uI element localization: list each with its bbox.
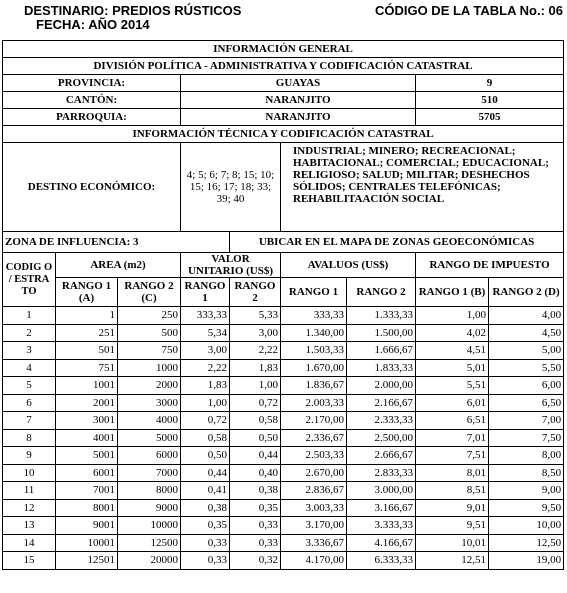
area-rango2-cell: 3000 [118,394,181,412]
area-rango1-cell: 501 [56,342,118,360]
avaluo-rango2-cell: 2.500,00 [347,429,416,447]
impuesto-rango2-cell: 4,00 [489,307,564,325]
valor-header: VALOR UNITARIO (US$) [181,253,281,278]
table-row [3,377,564,395]
area-rango1-header: RANGO 1 (A) [56,278,118,307]
impuesto-rango1-header: RANGO 1 (B) [416,278,489,307]
avaluo-rango2-cell: 2.666,67 [347,447,416,465]
avaluo-rango2-cell: 6.333,33 [347,552,416,570]
document-header [24,4,241,32]
valor-rango2-cell: 1,00 [230,377,281,395]
impuesto-rango1-cell: 5,51 [416,377,489,395]
impuesto-rango2-cell: 9,50 [489,499,564,517]
area-rango1-cell: 1001 [56,377,118,395]
valor-rango1-cell: 0,38 [181,499,230,517]
avaluo-rango2-cell: 3.166,67 [347,499,416,517]
area-rango2-cell: 4000 [118,412,181,430]
area-rango1-cell: 8001 [56,499,118,517]
codigo-cell: 15 [3,552,56,570]
area-rango2-cell: 9000 [118,499,181,517]
avaluo-rango2-cell: 2.833,33 [347,464,416,482]
codigo-cell: 2 [3,324,56,342]
area-rango2-cell: 10000 [118,517,181,535]
table-row [3,359,564,377]
area-rango2-cell: 250 [118,307,181,325]
avaluo-rango1-cell: 1.503,33 [281,342,347,360]
avaluo-rango1-cell: 1.340,00 [281,324,347,342]
avaluo-rango1-cell: 3.336,67 [281,534,347,552]
valor-rango1-cell: 0,33 [181,552,230,570]
destino-description: INDUSTRIAL; MINERO; RECREACIONAL; HABITACIONAL; COMERCIAL; EDUCACIONAL; RELIGIOSO; SALUD; MILITAR; DESHECHOS SÓLIDOS; CENTRALES TELEFÓNICAS; REHABILITAACIÓN SOCIAL [281,143,564,232]
area-rango2-cell: 7000 [118,464,181,482]
catastro-table [2,40,564,570]
destinario-title: DESTINARIO: PREDIOS RÚSTICOS [24,3,242,18]
codigo-cell: 8 [3,429,56,447]
area-rango1-cell: 251 [56,324,118,342]
area-rango1-cell: 5001 [56,447,118,465]
info-general-heading: INFORMACIÓN GENERAL [3,41,564,58]
valor-rango1-cell: 0,58 [181,429,230,447]
impuesto-rango1-cell: 9,51 [416,517,489,535]
canton-code: 510 [416,92,564,109]
canton-value: NARANJITO [181,92,416,109]
table-row [3,517,564,535]
area-rango1-cell: 9001 [56,517,118,535]
avaluo-rango2-cell: 1.666,67 [347,342,416,360]
codigo-cell: 5 [3,377,56,395]
impuesto-rango1-cell: 4,02 [416,324,489,342]
codigo-cell: 4 [3,359,56,377]
area-rango1-cell: 12501 [56,552,118,570]
impuesto-rango1-cell: 5,01 [416,359,489,377]
area-rango1-cell: 1 [56,307,118,325]
tecnica-heading: INFORMACIÓN TÉCNICA Y CODIFICACIÓN CATASTRAL [3,126,564,143]
valor-rango1-cell: 0,33 [181,534,230,552]
valor-rango2-cell: 0,72 [230,394,281,412]
codigo-cell: 9 [3,447,56,465]
codigo-header: CODIG O / ESTRA TO [3,253,56,307]
provincia-label: PROVINCIA: [3,75,181,92]
table-row [3,307,564,325]
avaluo-rango1-cell: 2.336,67 [281,429,347,447]
area-rango2-cell: 5000 [118,429,181,447]
valor-rango2-cell: 5,33 [230,307,281,325]
valor-rango1-cell: 0,44 [181,464,230,482]
area-rango1-cell: 10001 [56,534,118,552]
impuesto-rango2-cell: 8,50 [489,464,564,482]
impuesto-rango1-cell: 10,01 [416,534,489,552]
valor-rango1-cell: 1,83 [181,377,230,395]
valor-rango2-cell: 2,22 [230,342,281,360]
valor-rango2-cell: 0,35 [230,499,281,517]
impuesto-rango2-header: RANGO 2 (D) [489,278,564,307]
impuesto-rango1-cell: 8,01 [416,464,489,482]
valor-rango1-cell: 0,50 [181,447,230,465]
avaluo-rango2-cell: 2.166,67 [347,394,416,412]
provincia-value: GUAYAS [181,75,416,92]
avaluo-rango2-cell: 2.000,00 [347,377,416,395]
avaluos-header: AVALUOS (US$) [281,253,416,278]
fecha-title: FECHA: AÑO 2014 [36,17,150,32]
zona-influencia: ZONA DE INFLUENCIA: 3 [3,232,230,253]
table-row [3,447,564,465]
area-rango2-cell: 2000 [118,377,181,395]
area-rango1-cell: 6001 [56,464,118,482]
valor-rango2-cell: 0,40 [230,464,281,482]
area-rango2-cell: 6000 [118,447,181,465]
impuesto-rango1-cell: 7,51 [416,447,489,465]
codigo-cell: 6 [3,394,56,412]
avaluo-rango2-cell: 4.166,67 [347,534,416,552]
table-row [3,499,564,517]
impuesto-rango2-cell: 5,00 [489,342,564,360]
impuesto-rango1-cell: 6,01 [416,394,489,412]
division-heading: DIVISIÓN POLÍTICA - ADMINISTRATIVA Y CODIFICACIÓN CATASTRAL [3,58,564,75]
impuesto-rango2-cell: 12,50 [489,534,564,552]
avaluo-rango1-cell: 2.003,33 [281,394,347,412]
valor-rango2-cell: 1,83 [230,359,281,377]
codigo-cell: 13 [3,517,56,535]
valor-rango1-cell: 5,34 [181,324,230,342]
impuesto-rango1-cell: 9,01 [416,499,489,517]
ubicar-mapa: UBICAR EN EL MAPA DE ZONAS GEOECONÓMICAS [230,232,564,253]
valor-rango1-cell: 1,00 [181,394,230,412]
table-row [3,324,564,342]
parroquia-code: 5705 [416,109,564,126]
table-row [3,552,564,570]
valor-rango2-cell: 3,00 [230,324,281,342]
impuesto-rango1-cell: 6,51 [416,412,489,430]
impuesto-rango1-cell: 4,51 [416,342,489,360]
table-row [3,482,564,500]
avaluo-rango1-cell: 2.670,00 [281,464,347,482]
codigo-tabla: CÓDIGO DE LA TABLA No.: 06 [374,3,563,18]
impuesto-rango2-cell: 6,00 [489,377,564,395]
impuesto-rango2-cell: 6,50 [489,394,564,412]
area-rango2-cell: 12500 [118,534,181,552]
area-rango2-cell: 750 [118,342,181,360]
avaluo-rango1-cell: 333,33 [281,307,347,325]
impuesto-rango2-cell: 7,00 [489,412,564,430]
parroquia-label: PARROQUIA: [3,109,181,126]
area-rango1-cell: 3001 [56,412,118,430]
data-rows [3,307,564,570]
valor-rango1-cell: 2,22 [181,359,230,377]
avaluo-rango2-cell: 1.833,33 [347,359,416,377]
table-row [3,342,564,360]
impuesto-rango2-cell: 5,50 [489,359,564,377]
avaluo-rango1-cell: 3.170,00 [281,517,347,535]
impuesto-rango1-cell: 7,01 [416,429,489,447]
area-rango2-cell: 500 [118,324,181,342]
avaluo-rango1-cell: 2.503,33 [281,447,347,465]
avaluo-rango1-cell: 2.836,67 [281,482,347,500]
valor-rango1-cell: 0,41 [181,482,230,500]
area-rango2-cell: 8000 [118,482,181,500]
codigo-cell: 14 [3,534,56,552]
codigo-cell: 7 [3,412,56,430]
valor-rango1-cell: 333,33 [181,307,230,325]
canton-label: CANTÓN: [3,92,181,109]
table-row [3,429,564,447]
avaluo-rango2-cell: 1.500,00 [347,324,416,342]
avaluo-rango2-cell: 3.333,33 [347,517,416,535]
valor-rango1-header: RANGO 1 [181,278,230,307]
area-rango2-cell: 1000 [118,359,181,377]
avaluo-rango2-cell: 2.333,33 [347,412,416,430]
valor-rango1-cell: 0,35 [181,517,230,535]
table-row [3,394,564,412]
avaluo-rango1-cell: 1.836,67 [281,377,347,395]
valor-rango2-cell: 0,33 [230,517,281,535]
impuesto-rango2-cell: 4,50 [489,324,564,342]
table-row [3,464,564,482]
impuesto-rango1-cell: 8,51 [416,482,489,500]
impuesto-rango2-cell: 19,00 [489,552,564,570]
rango-impuesto-header: RANGO DE IMPUESTO [416,253,564,278]
avaluo-rango1-cell: 2.170,00 [281,412,347,430]
destino-label: DESTINO ECONÓMICO: [3,143,181,232]
valor-rango2-cell: 0,50 [230,429,281,447]
codigo-cell: 11 [3,482,56,500]
area-rango1-cell: 751 [56,359,118,377]
area-rango1-cell: 4001 [56,429,118,447]
codigo-cell: 10 [3,464,56,482]
impuesto-rango2-cell: 7,50 [489,429,564,447]
area-rango1-cell: 7001 [56,482,118,500]
valor-rango2-cell: 0,58 [230,412,281,430]
avaluo-rango2-cell: 3.000,00 [347,482,416,500]
valor-rango2-header: RANGO 2 [230,278,281,307]
area-rango1-cell: 2001 [56,394,118,412]
provincia-code: 9 [416,75,564,92]
parroquia-value: NARANJITO [181,109,416,126]
avaluo-rango2-header: RANGO 2 [347,278,416,307]
codigo-cell: 12 [3,499,56,517]
avaluo-rango1-cell: 4.170,00 [281,552,347,570]
avaluo-rango1-header: RANGO 1 [281,278,347,307]
impuesto-rango1-cell: 1,00 [416,307,489,325]
valor-rango2-cell: 0,33 [230,534,281,552]
area-rango2-cell: 20000 [118,552,181,570]
valor-rango2-cell: 0,32 [230,552,281,570]
avaluo-rango1-cell: 1.670,00 [281,359,347,377]
impuesto-rango2-cell: 10,00 [489,517,564,535]
table-row [3,412,564,430]
impuesto-rango2-cell: 9,00 [489,482,564,500]
area-rango2-header: RANGO 2 (C) [118,278,181,307]
valor-rango1-cell: 0,72 [181,412,230,430]
impuesto-rango1-cell: 12,51 [416,552,489,570]
destino-codes: 4; 5; 6; 7; 8; 15; 10; 15; 16; 17; 18; 33; 39; 40 [181,143,281,232]
table-row [3,534,564,552]
avaluo-rango2-cell: 1.333,33 [347,307,416,325]
avaluo-rango1-cell: 3.003,33 [281,499,347,517]
codigo-cell: 1 [3,307,56,325]
codigo-cell: 3 [3,342,56,360]
impuesto-rango2-cell: 8,00 [489,447,564,465]
area-header: AREA (m2) [56,253,181,278]
valor-rango2-cell: 0,44 [230,447,281,465]
valor-rango1-cell: 3,00 [181,342,230,360]
valor-rango2-cell: 0,38 [230,482,281,500]
